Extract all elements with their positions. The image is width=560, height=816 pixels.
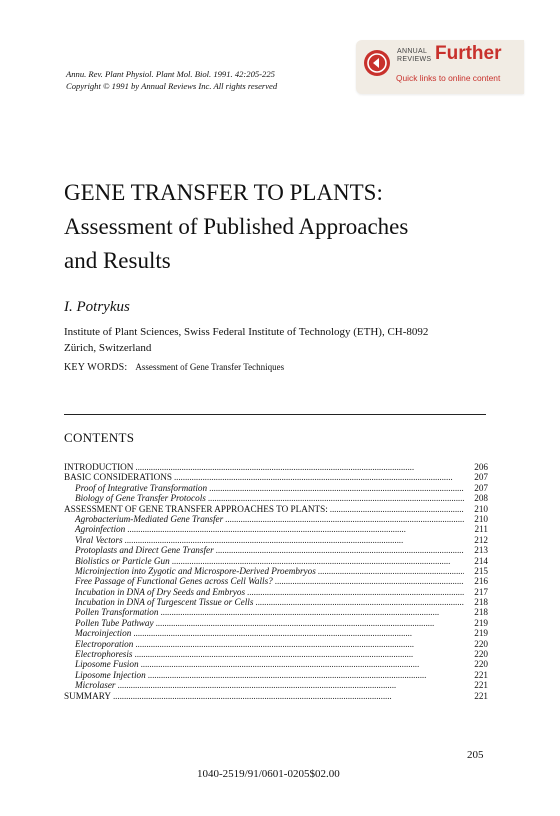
toc-leader-dots [148,670,464,680]
toc-entry-page: 213 [474,545,488,556]
toc-entry-page: 215 [474,565,488,576]
toc-leader-dots [113,691,464,701]
toc-entry-page: 212 [474,534,488,545]
toc-entry-page: 220 [474,649,488,660]
toc-entry-label: Biology of Gene Transfer Protocols [75,493,206,504]
author-name: I. Potrykus [64,299,130,315]
toc-entry-label: Protoplasts and Direct Gene Transfer [75,545,214,556]
toc-leader-dots [127,524,464,534]
toc-entry-label: Electroporation [75,638,134,649]
toc-entry-label: INTRODUCTION [64,462,134,472]
toc-leader-dots [208,493,464,503]
badge-further-text: Further [435,43,502,64]
toc-entry-page: 219 [474,617,488,628]
toc-entry [64,628,488,638]
toc-leader-dots [133,628,464,638]
toc-entry-page: 220 [474,659,488,670]
toc-entry-page: 210 [474,513,488,524]
further-reviews-badge[interactable] [356,40,524,94]
toc-entry [64,493,488,503]
toc-entry-label: Agroinfection [75,524,126,535]
toc-leader-dots [255,597,464,607]
title-line-1: GENE TRANSFER TO PLANTS: [64,180,383,205]
toc-leader-dots [330,504,464,514]
toc-entry-page: 208 [474,493,488,504]
toc-entry-page: 211 [474,524,488,535]
toc-leader-dots [118,680,465,690]
toc-entry [64,639,488,649]
toc-entry [64,587,488,597]
article-title [64,176,504,278]
section-divider [64,414,486,415]
toc-entry-page: 221 [474,669,488,680]
toc-entry [64,649,488,659]
toc-entry-label: Incubation in DNA of Dry Seeds and Embryos [75,586,246,597]
toc-entry-page: 221 [474,690,488,701]
toc-leader-dots [160,607,464,617]
table-of-contents [64,462,488,701]
toc-entry [64,680,488,690]
footer-code: 1040-2519/91/0601-0205$02.00 [197,768,340,780]
toc-leader-dots [275,576,464,586]
toc-entry [64,607,488,617]
toc-entry-page: 218 [474,597,488,608]
toc-entry [64,576,488,586]
journal-line-1: Annu. Rev. Plant Physiol. Plant Mol. Biol. 1991. 42:205-225 [66,69,275,79]
toc-entry-label: Microlaser [75,680,116,691]
toc-entry-label: Viral Vectors [75,534,123,545]
toc-leader-dots [141,659,464,669]
toc-entry-label: Incubation in DNA of Turgescent Tissue or Cells [75,597,254,608]
affiliation-line-2: Zürich, Switzerland [64,342,152,354]
toc-entry-label: ASSESSMENT OF GENE TRANSFER APPROACHES TO PLANTS: [64,503,328,514]
toc-entry-label: Free Passage of Functional Genes across Cell Walls? [75,576,273,587]
contents-heading: CONTENTS [64,430,135,445]
toc-leader-dots [135,649,465,659]
toc-entry-page: 207 [474,482,488,493]
badge-reviews-text: REVIEWS [397,56,432,63]
toc-entry [64,556,488,566]
toc-leader-dots [135,639,464,649]
journal-line-2: Copyright © 1991 by Annual Reviews Inc. All rights reserved [66,81,278,91]
toc-entry-label: Biolistics or Particle Gun [75,555,170,566]
toc-entry [64,691,488,701]
toc-entry [64,472,488,482]
page-number: 205 [467,749,484,761]
keywords-value: Assessment of Gene Transfer Techniques [135,362,285,372]
badge-subtitle: Quick links to online content [396,73,501,83]
toc-entry-page: 217 [474,586,488,597]
toc-entry [64,462,488,472]
toc-entry-label: Pollen Tube Pathway [75,617,154,628]
title-line-3: and Results [64,248,171,273]
toc-entry-label: Proof of Integrative Transformation [75,482,208,493]
toc-entry [64,618,488,628]
toc-entry-page: 220 [474,638,488,649]
affiliation [64,324,504,356]
toc-entry [64,504,488,514]
toc-entry-page: 219 [474,628,488,639]
toc-entry-page: 206 [474,462,488,472]
toc-entry [64,545,488,555]
toc-leader-dots [172,556,464,566]
toc-entry-label: Macroinjection [75,628,132,639]
toc-entry-label: Electrophoresis [75,649,133,660]
toc-leader-dots [247,587,464,597]
toc-entry-page: 210 [474,503,488,514]
toc-entry-page: 207 [474,472,488,483]
toc-entry-label: Microinjection into Zygotic and Microspore-Derived Proembryos [75,565,316,576]
toc-entry [64,659,488,669]
toc-entry [64,566,488,576]
toc-entry-label: Liposome Injection [75,669,146,680]
toc-entry-label: Pollen Transformation [75,607,159,618]
toc-entry-label: Agrobacterium-Mediated Gene Transfer [75,513,224,524]
toc-entry-label: SUMMARY [64,690,111,701]
toc-leader-dots [156,618,464,628]
affiliation-line-1: Institute of Plant Sciences, Swiss Federal Institute of Technology (ETH), CH-8092 [64,326,429,338]
toc-entry-page: 221 [474,680,488,691]
title-line-2: Assessment of Published Approaches [64,214,409,239]
toc-entry [64,535,488,545]
toc-entry [64,670,488,680]
toc-leader-dots [318,566,464,576]
toc-entry [64,514,488,524]
badge-annual-text: ANNUAL [397,48,428,55]
toc-leader-dots [174,472,464,482]
toc-leader-dots [209,483,464,493]
toc-entry-page: 218 [474,607,488,618]
badge-annual-reviews [397,48,431,64]
toc-entry-page: 214 [474,555,488,566]
toc-entry [64,483,488,493]
keywords-label: KEY WORDS: [64,362,128,373]
keywords [64,362,284,373]
toc-entry [64,524,488,534]
toc-leader-dots [125,535,464,545]
toc-entry-label: Liposome Fusion [75,659,139,670]
toc-leader-dots [216,545,464,555]
toc-entry-page: 216 [474,576,488,587]
journal-citation [66,68,277,92]
toc-leader-dots [135,462,464,472]
toc-leader-dots [225,514,464,524]
toc-entry-label: BASIC CONSIDERATIONS [64,472,172,483]
arrow-circle-icon [364,50,390,76]
toc-entry [64,597,488,607]
